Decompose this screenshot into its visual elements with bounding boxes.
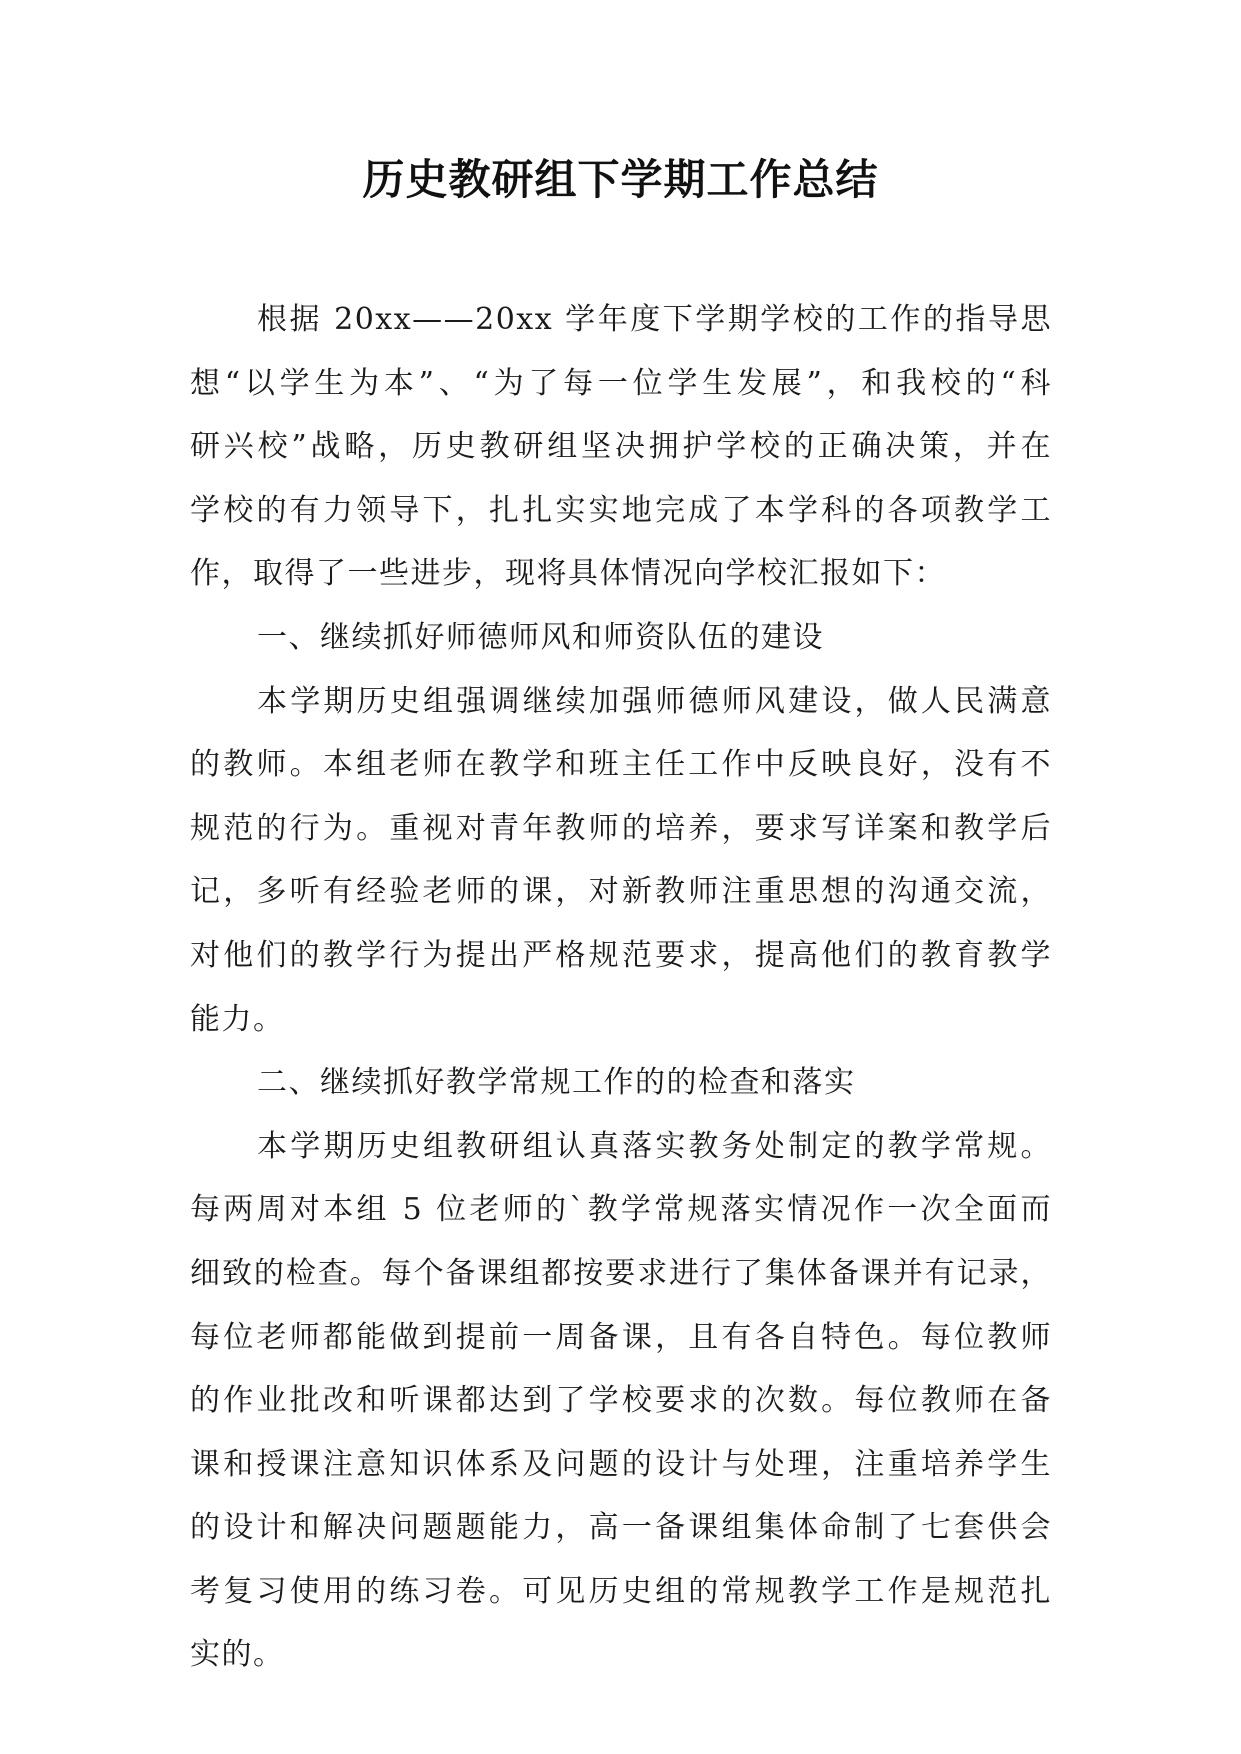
text-line: 研兴校”战略，历史教研组坚决拥护学校的正确决策，并在 <box>190 429 1052 465</box>
section-heading: 二、继续抓好教学常规工作的的检查和落实 <box>257 1065 856 1101</box>
text-line: 的设计和解决问题题能力，高一备课组集体命制了七套供会 <box>190 1510 1052 1546</box>
text-line: 本学期历史组强调继续加强师德师风建设，做人民满意 <box>257 683 1052 719</box>
text-line: 细致的检查。每个备课组都按要求进行了集体备课并有记录， <box>190 1255 1052 1291</box>
text-line: 本学期历史组教研组认真落实教务处制定的教学常规。 <box>257 1128 1052 1164</box>
text-line: 作，取得了一些进步，现将具体情况向学校汇报如下： <box>190 556 946 592</box>
text-line: 每位老师都能做到提前一周备课，且有各自特色。每位教师 <box>190 1319 1052 1355</box>
text-line: 能力。 <box>190 1001 285 1037</box>
text-line: 学校的有力领导下，扎扎实实地完成了本学科的各项教学工 <box>190 492 1052 528</box>
document-title: 历史教研组下学期工作总结 <box>362 155 879 204</box>
text-line: 记，多听有经验老师的课，对新教师注重思想的沟通交流， <box>190 874 1052 910</box>
text-line: 规范的行为。重视对青年教师的培养，要求写详案和教学后 <box>190 810 1052 846</box>
text-line: 每两周对本组 5 位老师的`教学常规落实情况作一次全面而 <box>190 1192 1052 1228</box>
document-body <box>190 288 1052 1687</box>
section-heading: 一、继续抓好师德师风和师资队伍的建设 <box>257 619 824 655</box>
text-line: 根据 20xx——20xx 学年度下学期学校的工作的指导思 <box>257 302 1052 337</box>
text-line: 的作业批改和听课都达到了学校要求的次数。每位教师在备 <box>190 1383 1052 1419</box>
text-line: 课和授课注意知识体系及问题的设计与处理，注重培养学生 <box>190 1446 1052 1482</box>
text-line: 的教师。本组老师在教学和班主任工作中反映良好，没有不 <box>190 747 1052 783</box>
text-line: 考复习使用的练习卷。可见历史组的常规教学工作是规范扎 <box>190 1573 1052 1609</box>
text-line: 想“以学生为本”、“为了每一位学生发展”，和我校的“科 <box>190 365 1052 401</box>
text-line: 对他们的教学行为提出严格规范要求，提高他们的教育教学 <box>190 937 1052 973</box>
text-line: 实的。 <box>190 1637 285 1673</box>
